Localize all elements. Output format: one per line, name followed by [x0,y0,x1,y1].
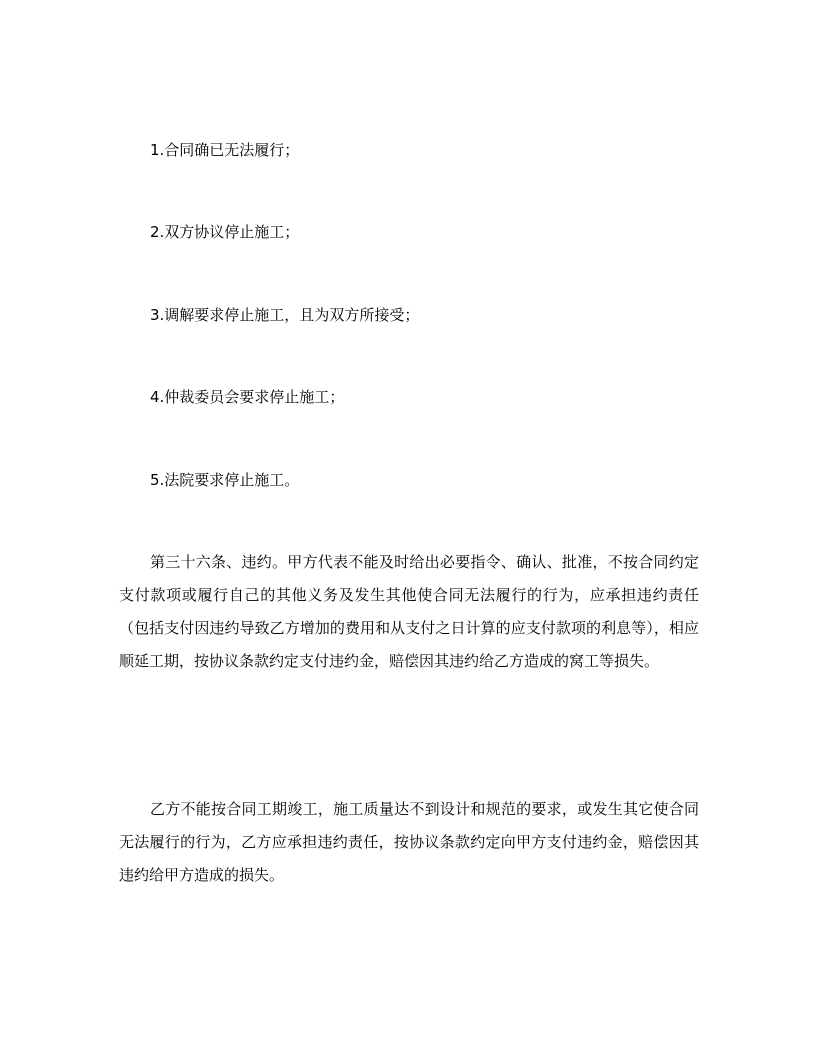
list-item: 4.仲裁委员会要求停止施工； [150,388,345,406]
list-item: 3.调解要求停止施工，且为双方所接受； [150,306,420,324]
list-item: 5.法院要求停止施工。 [150,471,300,489]
paragraph-breach-party-b: 乙方不能按合同工期竣工，施工质量达不到设计和规范的要求，或发生其它使合同无法履行的行为，乙方应承担违约责任，按协议条款约定向甲方支付违约金，赔偿因其违约给甲方造成的损失。 [119,800,699,884]
list-item: 1.合同确已无法履行； [150,141,300,159]
paragraph-breach-party-a: 第三十六条、违约。甲方代表不能及时给出必要指令、确认、批准，不按合同约定支付款项或履行自己的其他义务及发生其他使合同无法履行的行为，应承担违约责任（包括支付因违约导致乙方增加的费用和从支付之日计算的应支付款项的利息等），相应顺延工期，按协议条款约定支付违约金，赔偿因其违约给乙方造成的窝工等损失。 [119,553,699,670]
list-item: 2.双方协议停止施工； [150,223,300,241]
